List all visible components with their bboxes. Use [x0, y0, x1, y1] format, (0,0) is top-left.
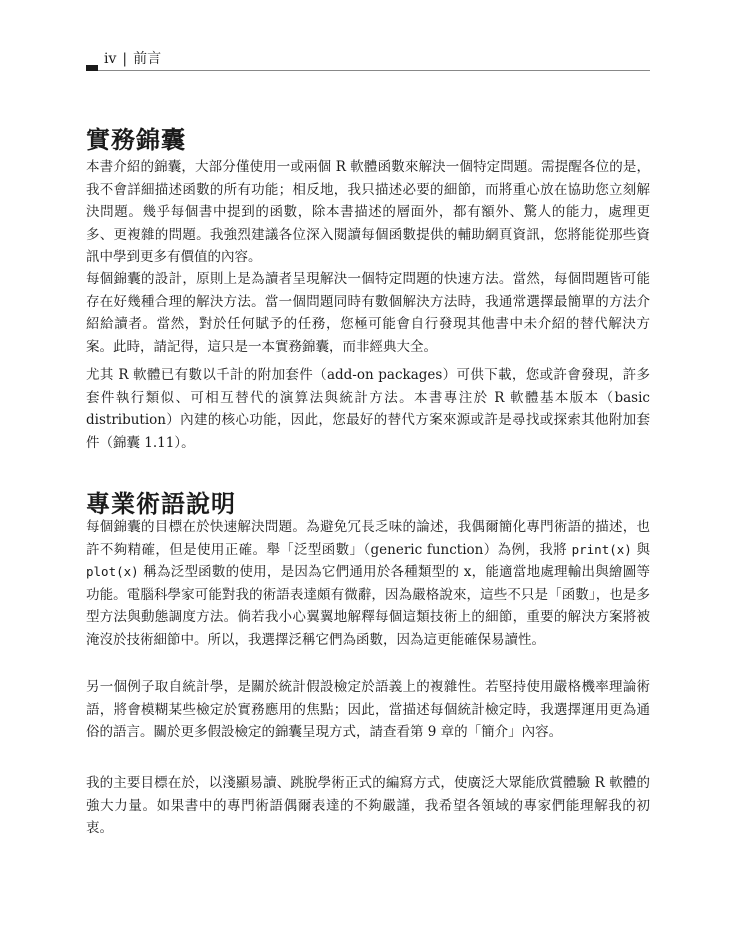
paragraph-text: 另一個例子取自統計學，是關於統計假設檢定於語義上的複雜性。若堅持使用嚴格機率理論術語，將會模糊某些檢定於實務應用的焦點；因此，當描述每個統計檢定時，我選擇運用更為通俗的語言。關於更多假設檢定的錦囊呈現方式，請查看第 9 章的「簡介」內容。	[86, 679, 650, 741]
paragraph	[86, 676, 650, 744]
paragraph	[86, 516, 650, 652]
header-rule	[98, 70, 650, 71]
header-text	[104, 48, 161, 68]
header-separator: |	[122, 51, 128, 67]
text-run: 與	[631, 541, 650, 558]
chapter-title: 前言	[133, 51, 162, 67]
paragraph	[86, 772, 650, 840]
paragraph-text: 本書介紹的錦囊，大部分僅使用一或兩個 R 軟體函數來解決一個特定問題。需提醒各位的是，我不會詳細描述函數的所有功能；相反地，我只描述必要的細節，而將重心放在協助您立刻解決問題。幾乎每個書中提到的函數，除本書描述的層面外，都有額外、驚人的能力，處理更多、更複雜的問題。我強烈建議各位深入閱讀每個函數提供的輔助網頁資訊，您將能從那些資訊中學到更多有價值的內容。	[86, 159, 650, 266]
paragraph-text: 我的主要目標在於，以淺顯易讀、跳脫學術正式的編寫方式，使廣泛大眾能欣賞體驗 R 軟體的強大力量。如果書中的專門術語偶爾表達的不夠嚴謹，我希望各領域的專家們能理解我的初衷。	[86, 775, 650, 837]
text-run: 每個錦囊的目標在於快速解決問題。為避免冗長乏味的論述，我偶爾簡化專門術語的描述，也許不夠精確，但是使用正確。舉「泛型函數」（generic function）為例，我將	[86, 519, 650, 558]
paragraph-text: 每個錦囊的設計，原則上是為讀者呈現解決一個特定問題的快速方法。當然，每個問題皆可能存在好幾種合理的解決方法。當一個問題同時有數個解決方法時，我通常選擇最簡單的方法介紹給讀者。當然，對於任何賦予的任務，您極可能會自行發現其他書中未介紹的替代解決方案。此時，請記得，這只是一本實務錦囊，而非經典大全。	[86, 271, 650, 355]
inline-code: print(x)	[571, 541, 632, 557]
paragraph	[86, 364, 650, 454]
inline-code: plot(x)	[86, 564, 139, 580]
page-number: iv	[104, 51, 117, 67]
paragraph-text: 尤其 R 軟體已有數以千計的附加套件（add-on packages）可供下載，您或許會發現，許多套件執行類似、可相互替代的演算法與統計方法。本書專注於 R 軟體基本版本（basic distribution）內建的核心功能，因此，您最好的替代方案來源或許是尋找或探索其他附加套件（錦囊 1.11）。	[86, 367, 650, 451]
section-title-practical-recipes: 實務錦囊	[86, 126, 186, 154]
header-marker	[86, 65, 98, 71]
paragraph	[86, 268, 650, 358]
section-title-terminology: 專業術語說明	[86, 490, 236, 518]
running-header	[86, 44, 650, 72]
text-run: 稱為泛型函數的使用，是因為它們通用於各種類型的 x，能適當地處理輸出與繪圖等功能。電腦科學家可能對我的術語表達頗有微辭，因為嚴格說來，這些不只是「函數」，也是多型方法與動態調度方法。倘若我小心翼翼地解釋每個這類技術上的細節，重要的解決方案將被淹沒於技術細節中。所以，我選擇泛稱它們為函數，因為這更能確保易讀性。	[86, 564, 650, 648]
paragraph	[86, 156, 650, 269]
paragraph-text	[86, 516, 650, 652]
